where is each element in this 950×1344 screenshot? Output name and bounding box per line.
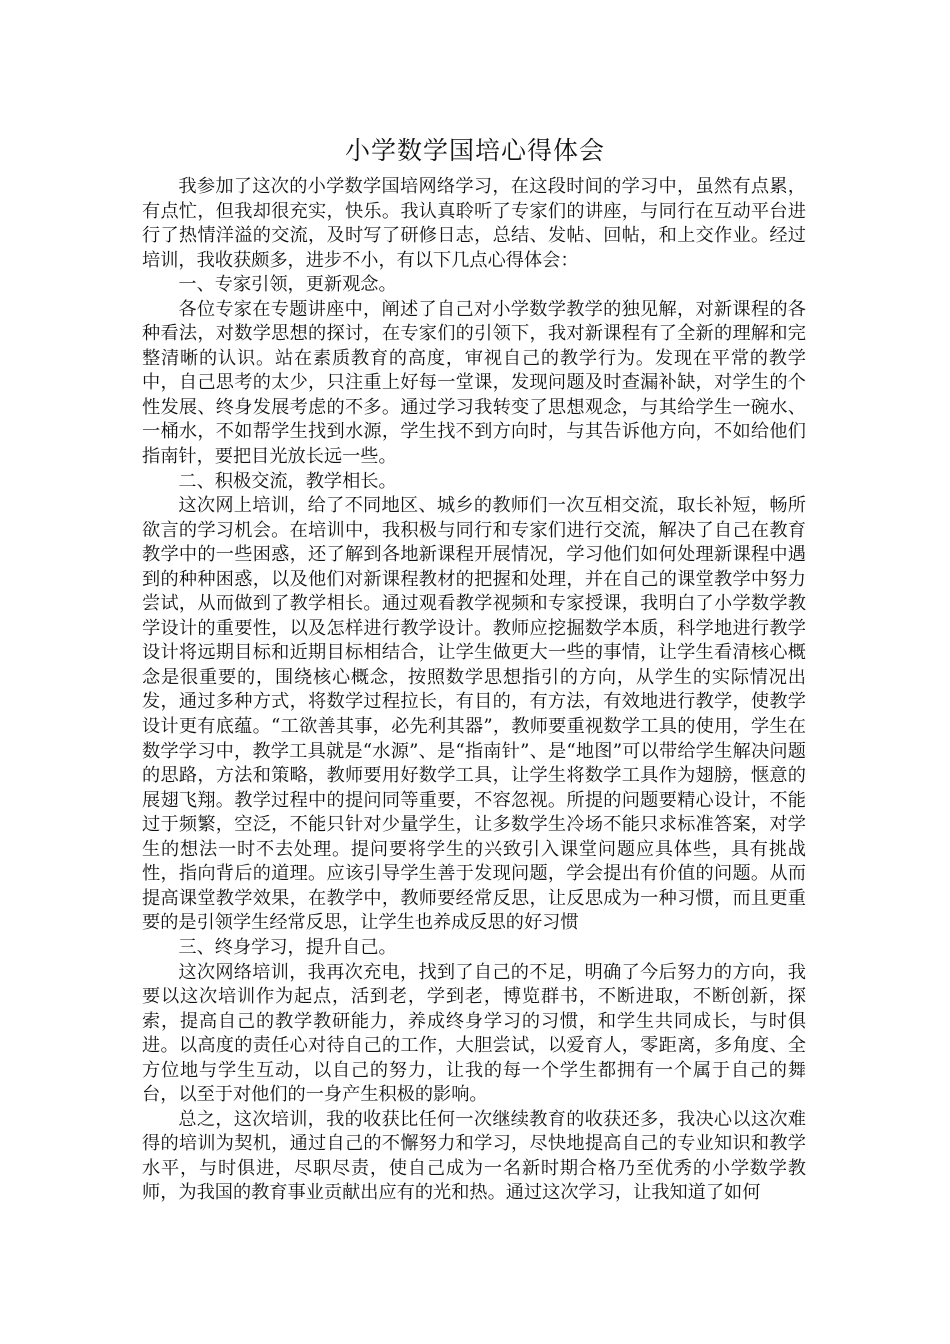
paragraph-intro: 我参加了这次的小学数学国培网络学习，在这段时间的学习中，虽然有点累，有点忙，但我却很充实，快乐。我认真聆听了专家们的讲座，与同行在互动平台进行了热情洋溢的交流，及时写了研修日志，总结、发帖、回帖，和上交作业。经过培训，我收获颇多，进步不小，有以下几点心得体会： xyxy=(142,176,806,271)
section-heading-2: 二、积极交流，教学相长。 xyxy=(178,470,397,492)
section-heading-3: 三、终身学习，提升自己。 xyxy=(178,936,397,958)
paragraph-conclusion: 总之，这次培训，我的收获比任何一次继续教育的收获还多，我决心以这次难得的培训为契机，通过自己的不懈努力和学习，尽快地提高自己的专业知识和教学水平，与时俱进，尽职尽责，使自己成为一名新时期合格乃至优秀的小学数学教师，为我国的教育事业贡献出应有的光和热。通过这次学习，让我知道了如何 xyxy=(142,1108,806,1204)
document-title: 小学数学国培心得体会 xyxy=(344,136,605,165)
paragraph-section-2: 这次网上培训，给了不同地区、城乡的教师们一次互相交流，取长补短，畅所欲言的学习机会。在培训中，我积极与同行和专家们进行交流，解决了自己在教育教学中的一些困惑，还了解到各地新课程开展情况，学习他们如何处理新课程中遇到的种种困惑，以及他们对新课程教材的把握和处理，并在自己的课堂教学中努力尝试，从而做到了教学相长。通过观看教学视频和专家授课，我明白了小学数学教学设计的重要性，以及怎样进行教学设计。教师应挖掘数学本质，科学地进行教学设计将远期目标和近期目标相结合，让学生做更大一些的事情，让学生看清核心概念是很重要的，围绕核心概念，按照数学思想指引的方向，从学生的实际情况出发，通过多种方式，将数学过程拉长，有目的，有方法，有效地进行教学，使教学设计更有底蕴。“工欲善其事，必先利其器”，教师要重视数学工具的使用，学生在数学学习中，教学工具就是“水源”、是“指南针”、是“地图”可以带给学生解决问题的思路，方法和策略，教师要用好数学工具，让学生将数学工具作为翅膀，惬意的展翅飞翔。教学过程中的提问同等重要，不容忽视。所提的问题要精心设计，不能过于频繁，空泛，不能只针对少量学生，让多数学生冷场不能只求标准答案，对学生的想法一时不去处理。提问要将学生的兴致引入课堂问题应具体些，具有挑战性，指向背后的道理。应该引导学生善于发现问题，学会提出有价值的问题。从而提高课堂教学效果，在教学中，教师要经常反思，让反思成为一种习惯，而且更重要的是引领学生经常反思，让学生也养成反思的好习惯 xyxy=(142,495,806,934)
paragraph-section-3: 这次网络培训，我再次充电，找到了自己的不足，明确了今后努力的方向，我要以这次培训作为起点，活到老，学到老，博览群书，不断进取，不断创新，探索，提高自己的教学教研能力，养成终身学习的习惯，和学生共同成长，与时俱进。以高度的责任心对待自己的工作，大胆尝试，以爱育人，零距离，多角度、全方位地与学生互动，以自己的努力，让我的每一个学生都拥有一个属于自己的舞台，以至于对他们的一身产生积极的影响。 xyxy=(142,961,806,1106)
document-body xyxy=(142,175,806,1206)
section-heading-1: 一、专家引领，更新观念。 xyxy=(178,274,397,296)
paragraph-section-1: 各位专家在专题讲座中，阐述了自己对小学数学教学的独见解，对新课程的各种看法，对数学思想的探讨，在专家们的引领下，我对新课程有了全新的理解和完整清晰的认识。站在素质教育的高度，审视自己的教学行为。发现在平常的教学中，自己思考的太少，只注重上好每一堂课，发现问题及时查漏补缺，对学生的个性发展、终身发展考虑的不多。通过学习我转变了思想观念，与其给学生一碗水、一桶水，不如帮学生找到水源，学生找不到方向时，与其告诉他方向，不如给他们指南针，要把目光放长远一些。 xyxy=(142,298,806,468)
